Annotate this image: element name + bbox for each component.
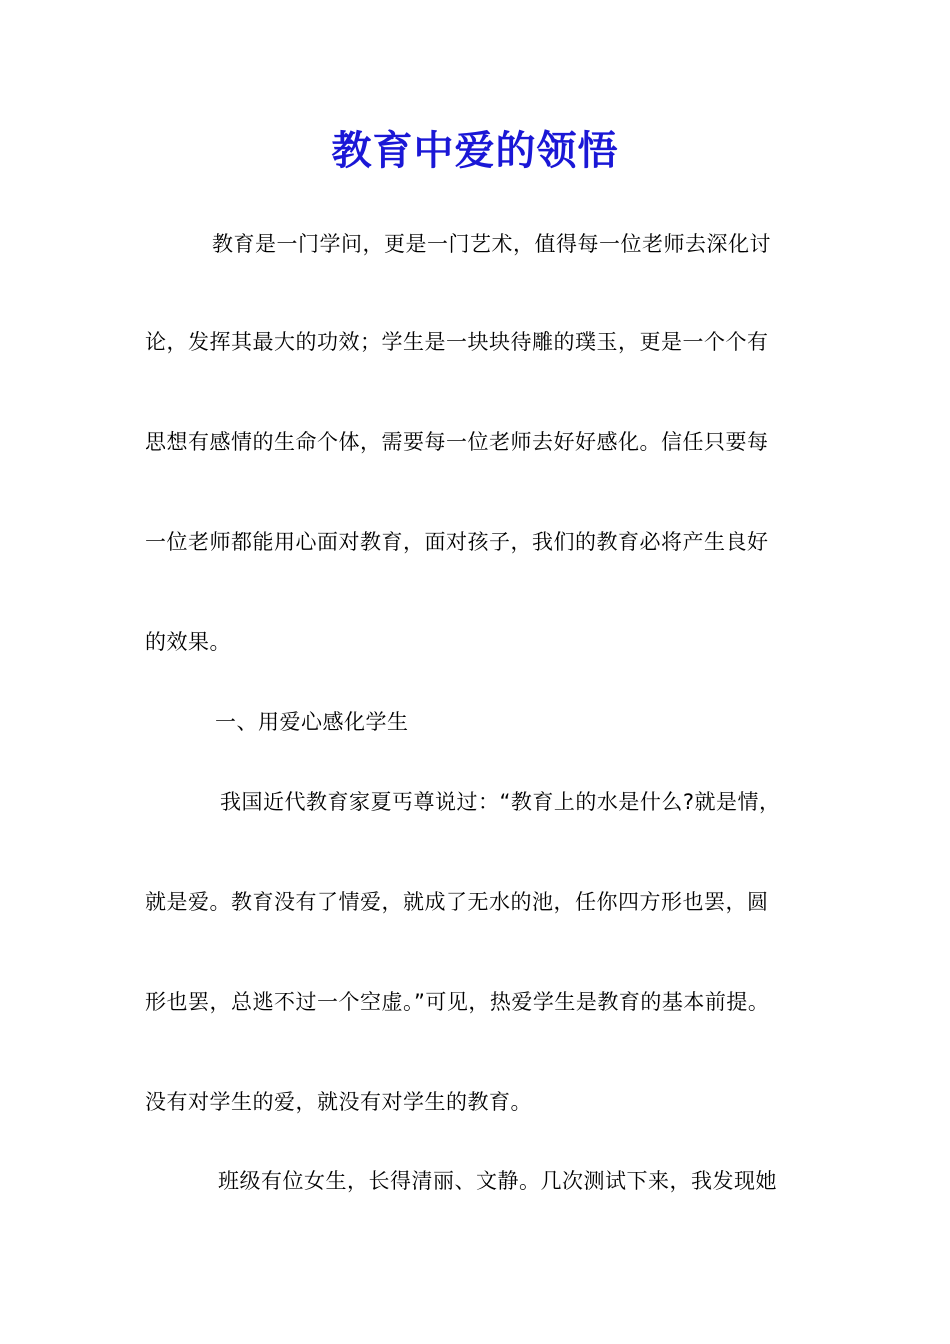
paragraph-line: 教育是一门学问，更是一门艺术，值得每一位老师去深化讨 [212,232,771,256]
paragraph-line: 形也罢，总逃不过一个空虚。”可见，热爱学生是教育的基本前提。 [145,990,770,1014]
document-title: 教育中爱的领悟 [331,127,619,174]
paragraph-line: 班级有位女生，长得清丽、文静。几次测试下来，我发现她 [218,1169,777,1193]
paragraph-line: 就是爱。教育没有了情爱，就成了无水的池，任你四方形也罢，圆 [145,890,769,914]
paragraph-line: 思想有感情的生命个体，需要每一位老师去好好感化。信任只要每 [145,430,769,454]
paragraph-line: 的效果。 [145,630,231,654]
section-heading: 一、用爱心感化学生 [215,710,409,734]
paragraph-line: 一位老师都能用心面对教育，面对孩子，我们的教育必将产生良好 [145,530,769,554]
paragraph-line: 我国近代教育家夏丐尊说过：“教育上的水是什么?就是情， [220,790,781,814]
paragraph-line: 没有对学生的爱，就没有对学生的教育。 [145,1090,532,1114]
paragraph-line: 论，发挥其最大的功效；学生是一块块待雕的璞玉，更是一个个有 [145,330,769,354]
